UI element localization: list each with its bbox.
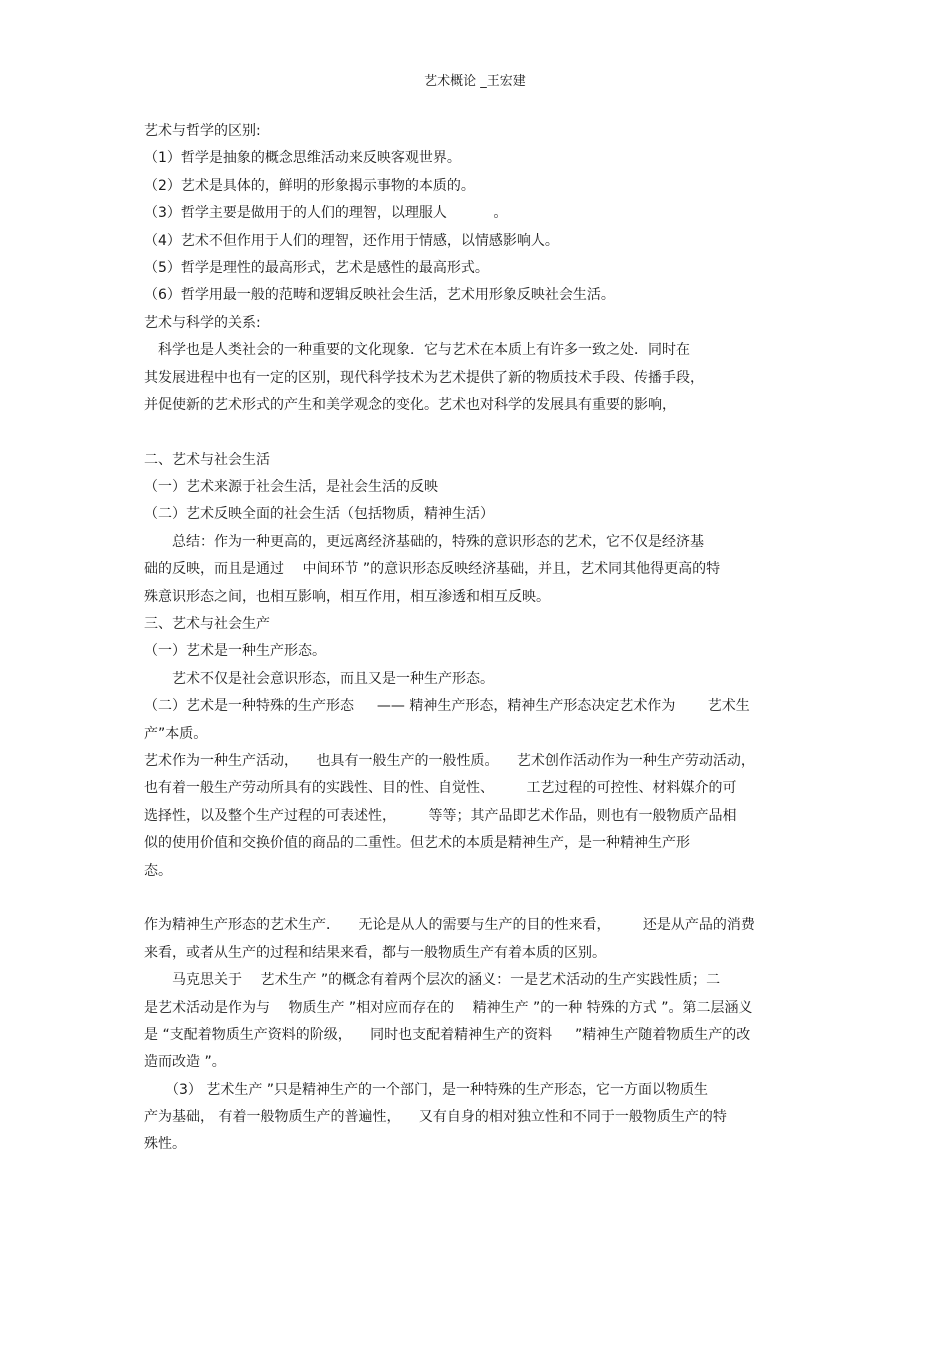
text-line: （3）哲学主要是做用于的人们的理智，以理服人 。 <box>144 205 508 222</box>
text-line: 来看，或者从生产的过程和结果来看，都与一般物质生产有着本质的区别。 <box>144 944 606 961</box>
text-line: （2）艺术是具体的，鲜明的形象揭示事物的本质的。 <box>144 177 475 194</box>
text-line: 艺术不仅是社会意识形态，而且又是一种生产形态。 <box>144 670 494 687</box>
text-line: （一）艺术是一种生产形态。 <box>144 643 326 660</box>
text-line: 造而改造 ”。 <box>144 1054 226 1071</box>
text-line: （一）艺术来源于社会生活，是社会生活的反映 <box>144 479 438 496</box>
text-line: 艺术作为一种生产活动， 也具有一般生产的一般性质。 艺术创作活动作为一种生产劳动活动， <box>144 752 755 769</box>
text-line: （3） 艺术生产 ”只是精神生产的一个部门，是一种特殊的生产形态，它一方面以物质生 <box>144 1081 709 1098</box>
text-line: 产”本质。 <box>144 725 208 742</box>
text-line: 科学也是人类社会的一种重要的文化现象．它与艺术在本质上有许多一致之处．同时在 <box>144 342 690 359</box>
text-line: 是艺术活动是作为与 物质生产 ”相对应而存在的 精神生产 ”的一种 特殊的方式 ”。第二层涵义 <box>144 999 753 1016</box>
text-line: 础的反映，而且是通过 中间环节 ”的意识形态反映经济基础，并且，艺术同其他得更高的特 <box>144 561 721 578</box>
text-line: （1）哲学是抽象的概念思维活动来反映客观世界。 <box>144 150 461 167</box>
text-line: 似的使用价值和交换价值的商品的二重性。但艺术的本质是精神生产，是一种精神生产形 <box>144 835 690 852</box>
blank-line <box>144 885 814 912</box>
text-line: 殊性。 <box>144 1136 186 1153</box>
text-line: （二）艺术是一种特殊的生产形态 —— 精神生产形态，精神生产形态决定艺术作为 艺术生 <box>144 698 750 715</box>
text-line: 马克思关于 艺术生产 ”的概念有着两个层次的涵义：一是艺术活动的生产实践性质；二 <box>144 972 721 989</box>
header-title: 艺术概论 _王宏建 <box>424 74 526 89</box>
text-line: 是 “支配着物质生产资料的阶级， 同时也支配着精神生产的资料 ”精神生产随着物质生产的改 <box>144 1026 751 1043</box>
text-line: 态。 <box>144 862 172 879</box>
text-line: 也有着一般生产劳动所具有的实践性、目的性、自觉性、 工艺过程的可控性、材料媒介的可 <box>144 780 737 797</box>
text-line: （5）哲学是理性的最高形式，艺术是感性的最高形式。 <box>144 259 489 276</box>
document-body <box>144 118 814 1159</box>
text-line: （6）哲学用最一般的范畴和逻辑反映社会生活，艺术用形象反映社会生活。 <box>144 287 615 304</box>
text-line: 艺术与科学的关系: <box>144 314 261 331</box>
text-line: 作为精神生产形态的艺术生产． 无论是从人的需要与生产的目的性来看， 还是从产品的消费 <box>144 917 755 934</box>
text-line: 艺术与哲学的区别: <box>144 123 261 139</box>
text-line: （4）艺术不但作用于人们的理智，还作用于情感，以情感影响人。 <box>144 232 559 249</box>
section-heading: 三、艺术与社会生产 <box>144 616 270 633</box>
text-line: （二）艺术反映全面的社会生活（包括物质，精神生活） <box>144 506 494 523</box>
blank-line <box>144 419 814 446</box>
section-heading: 二、艺术与社会生活 <box>144 451 270 468</box>
text-line: 其发展进程中也有一定的区别，现代科学技术为艺术提供了新的物质技术手段、传播手段， <box>144 369 704 386</box>
text-line: 产为基础， 有着一般物质生产的普遍性， 又有自身的相对独立性和不同于一般物质生产的特 <box>144 1109 727 1126</box>
text-line: 并促使新的艺术形式的产生和美学观念的变化。艺术也对科学的发展具有重要的影响， <box>144 396 676 413</box>
text-line: 总结：作为一种更高的，更远离经济基础的，特殊的意识形态的艺术，它不仅是经济基 <box>144 533 704 550</box>
text-line: 选择性，以及整个生产过程的可表述性， 等等；其产品即艺术作品，则也有一般物质产品相 <box>144 807 737 824</box>
text-line: 殊意识形态之间，也相互影响，相互作用，相互渗透和相互反映。 <box>144 588 550 605</box>
page-header <box>0 70 950 89</box>
